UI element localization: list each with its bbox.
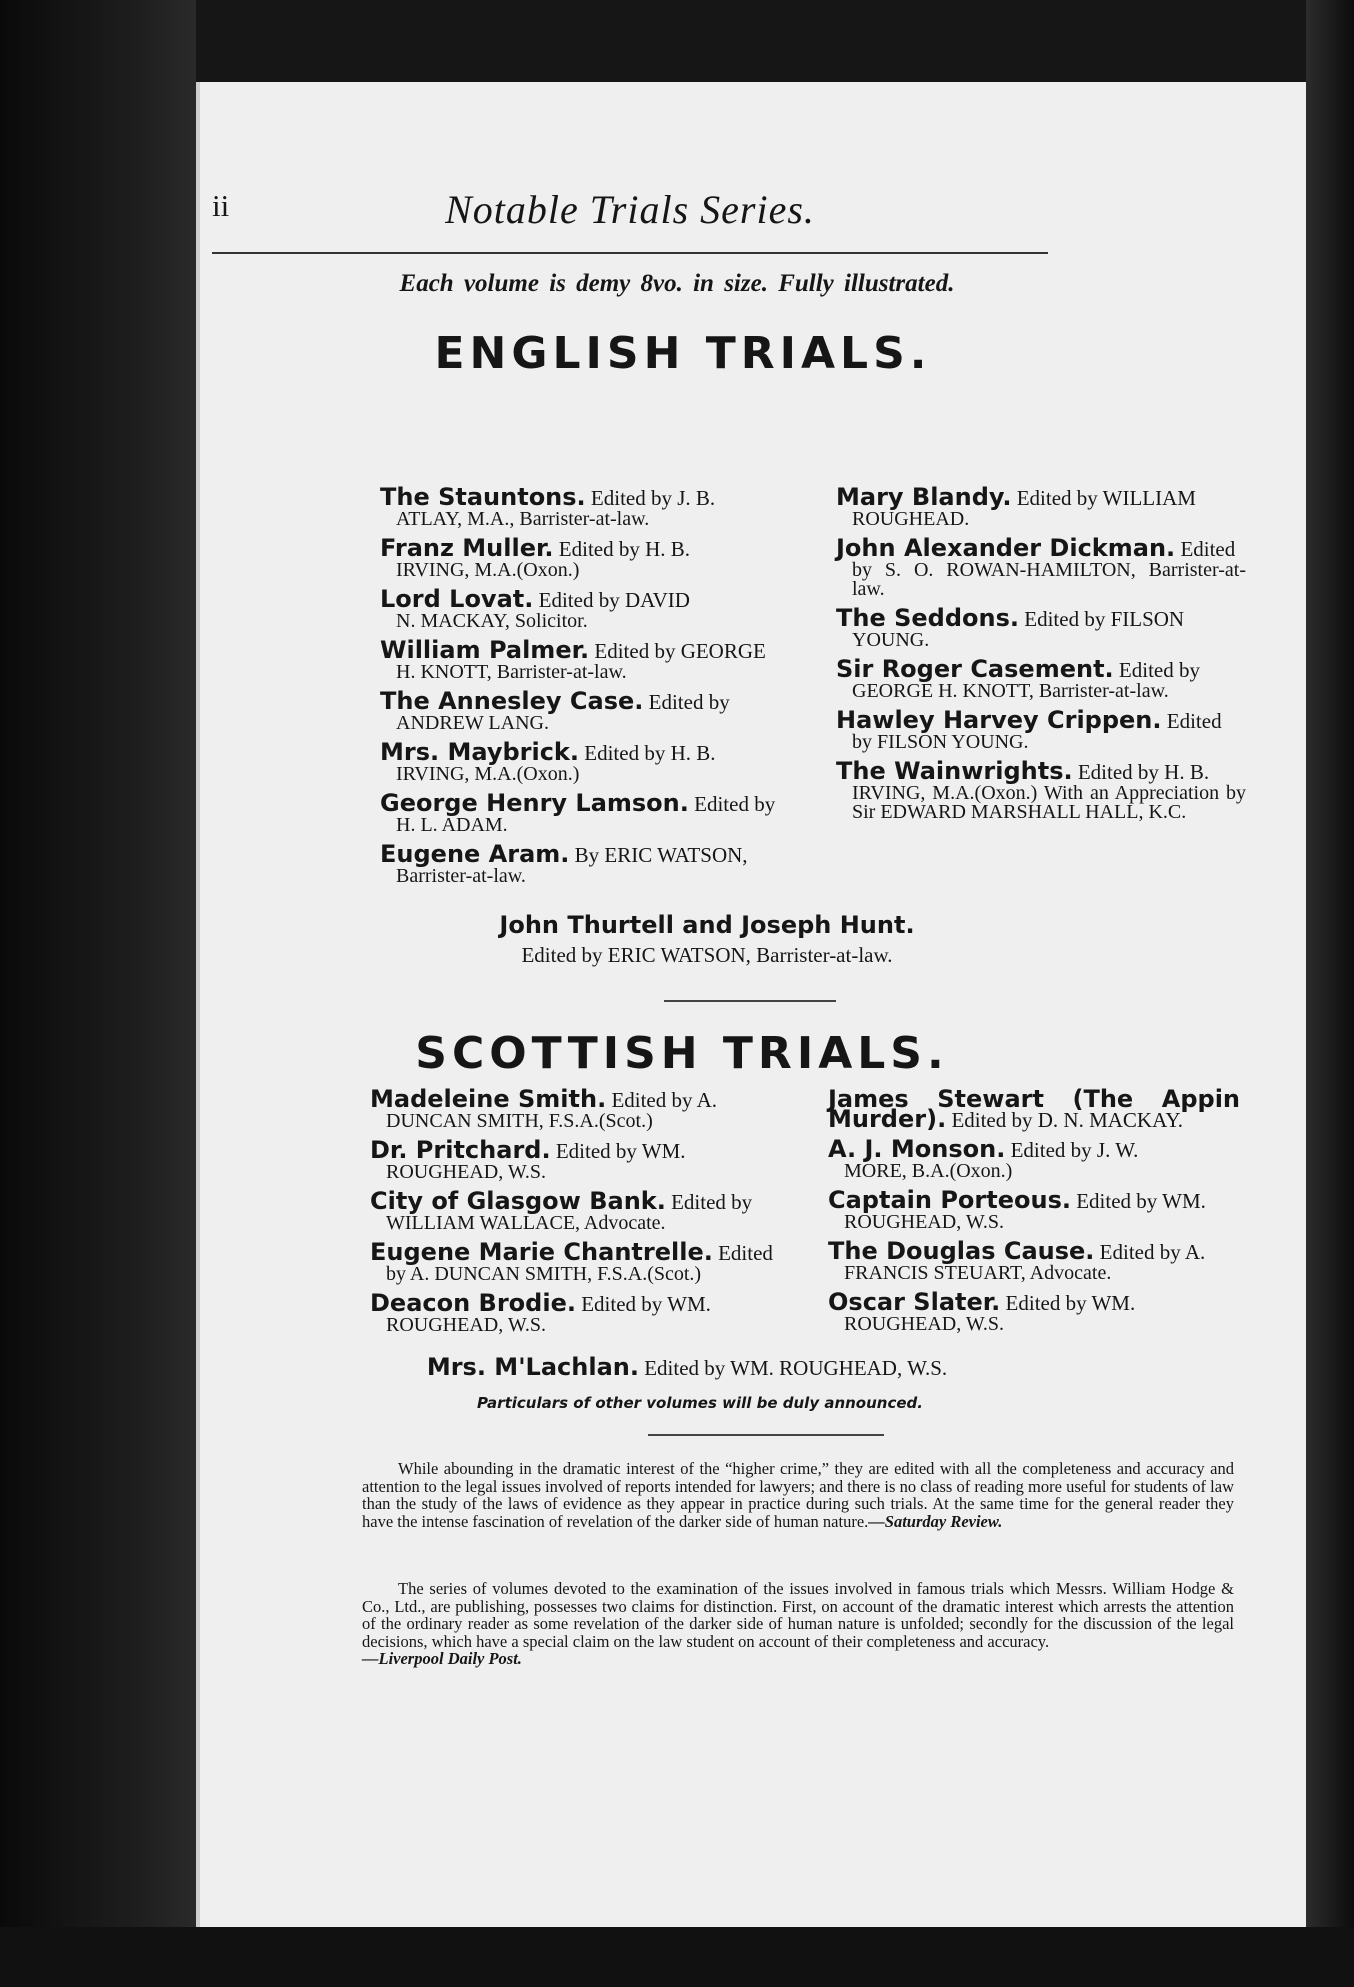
list-item (370, 1238, 782, 1285)
list-item (370, 1187, 782, 1234)
list-item (370, 1289, 782, 1336)
trial-title: John Thurtell and Joseph Hunt. (499, 911, 915, 939)
list-item (380, 585, 800, 632)
trial-editor: Edited by (671, 1190, 753, 1214)
section-divider (648, 1434, 884, 1436)
trial-editor: By ERIC WATSON, (574, 843, 748, 867)
header-rule (212, 252, 1048, 254)
trial-editor: Edited by J. B. (590, 486, 716, 510)
trial-editor-detail: IRVING, M.A.(Oxon.) With an Appreciation by Sir EDWARD MARSHALL HALL, K.C. (852, 782, 1246, 823)
list-item (836, 655, 1246, 702)
trial-title: Eugene Aram. (380, 840, 570, 868)
trial-title: Eugene Marie Chantrelle. (370, 1238, 713, 1266)
trial-editor: Edited by ERIC WATSON, Barrister-at-law. (521, 943, 893, 967)
review-source: —Liverpool Daily Post. (362, 1649, 522, 1668)
trial-title: Sir Roger Casement. (836, 655, 1114, 683)
trial-editor-detail: YOUNG. (852, 629, 930, 651)
running-title: Notable Trials Series. (445, 187, 815, 232)
trial-editor-detail: GEORGE H. KNOTT, Barrister-at-law. (852, 680, 1169, 702)
trial-editor: Edited by FILSON (1024, 607, 1185, 631)
trial-title: Mrs. Maybrick. (380, 738, 580, 766)
trial-editor: Edited by H. B. (584, 741, 716, 765)
list-item (0, 912, 1354, 968)
book-fore-edge (1306, 0, 1354, 1987)
trial-editor-detail: FRANCIS STEUART, Advocate. (844, 1262, 1112, 1284)
list-item (828, 1135, 1240, 1182)
trial-title: A. J. Monson. (828, 1135, 1006, 1163)
trial-editor: Edited by (1118, 658, 1200, 682)
trial-editor: Edited by D. N. MACKAY. (951, 1108, 1184, 1132)
review-quote (362, 1460, 1234, 1530)
trial-editor: Edited (1180, 537, 1236, 561)
list-item (828, 1288, 1240, 1335)
trial-editor-detail: WILLIAM WALLACE, Advocate. (386, 1212, 666, 1234)
trial-editor-detail: IRVING, M.A.(Oxon.) (396, 559, 580, 581)
list-item (828, 1085, 1240, 1133)
trial-editor-detail: ATLAY, M.A., Barrister-at-law. (396, 508, 650, 530)
scottish-right-column (828, 1085, 1240, 1344)
trial-editor-detail: MORE, B.A.(Oxon.) (844, 1160, 1013, 1182)
list-item (380, 738, 800, 785)
list-item (836, 757, 1246, 823)
trial-editor: Edited by WILLIAM (1016, 486, 1196, 510)
particulars-note: Particulars of other volumes will be duly announced. (477, 1394, 923, 1412)
list-item (380, 687, 800, 734)
scan-top-margin (0, 0, 1354, 82)
scottish-trials-heading: SCOTTISH TRIALS. (415, 1028, 949, 1079)
volume-subtitle: Each volume is demy 8vo. in size. Fully illustrated. (399, 270, 955, 297)
trial-editor-detail: by FILSON YOUNG. (852, 731, 1029, 753)
review-text: The series of volumes devoted to the examination of the issues involved in famous trials which Messrs. William Hodge & Co., Ltd., are publishing, possesses two claims for distinction. First, on account of the dramatic interest which arrests the attention of the ordinary reader as some revelation of the darker side of human nature is unfolded; secondly for the discussion of the legal decisions, which have a special claim on the law student on account of their completeness and accuracy. (362, 1579, 1234, 1651)
list-item (0, 1354, 1354, 1381)
trial-editor-detail: ANDREW LANG. (396, 712, 549, 734)
scan-bottom-margin (0, 1927, 1354, 1987)
trial-editor: Edited by (648, 690, 730, 714)
trial-editor: Edited by WM. ROUGHEAD, W.S. (644, 1356, 948, 1380)
trial-editor-detail: DUNCAN SMITH, F.S.A.(Scot.) (386, 1110, 653, 1132)
list-item (828, 1186, 1240, 1233)
trial-editor-detail: by A. DUNCAN SMITH, F.S.A.(Scot.) (386, 1263, 702, 1285)
english-trials-heading: ENGLISH TRIALS. (434, 328, 932, 379)
trial-title: Madeleine Smith. (370, 1085, 607, 1113)
trial-editor: Edited by J. W. (1010, 1138, 1139, 1162)
trial-editor: Edited by WM. (581, 1292, 711, 1316)
list-item (380, 840, 800, 887)
list-item (836, 604, 1246, 651)
trial-editor: Edited by A. (1099, 1240, 1206, 1264)
trial-title: Hawley Harvey Crippen. (836, 706, 1162, 734)
running-head (212, 186, 1048, 246)
trial-editor-detail: ROUGHEAD. (852, 508, 970, 530)
trial-editor: Edited by WM. (1005, 1291, 1136, 1315)
trial-title: Mrs. M'Lachlan. (426, 1353, 639, 1381)
trial-editor-detail: ROUGHEAD, W.S. (844, 1211, 1005, 1233)
trial-title: City of Glasgow Bank. (370, 1187, 666, 1215)
scottish-left-column (370, 1085, 782, 1345)
trial-editor-detail: by S. O. ROWAN-HAMILTON, Barrister-at-law. (852, 559, 1246, 600)
list-item (380, 636, 800, 683)
trial-editor-detail: ROUGHEAD, W.S. (386, 1314, 547, 1336)
list-item (836, 706, 1246, 753)
trial-title: James Stewart (The Appin Murder). (828, 1085, 1240, 1133)
trial-editor: Edited by GEORGE (594, 639, 766, 663)
trial-editor: Edited (1166, 709, 1222, 733)
list-item (370, 1085, 782, 1132)
trial-title: Franz Muller. (380, 534, 554, 562)
trial-editor-detail: H. KNOTT, Barrister-at-law. (396, 661, 627, 683)
trial-editor: Edited by A. (611, 1088, 718, 1112)
trial-title: Lord Lovat. (380, 585, 534, 613)
trial-title: The Annesley Case. (380, 687, 644, 715)
list-item (380, 534, 800, 581)
trial-title: The Seddons. (836, 604, 1019, 632)
trial-editor-detail: Barrister-at-law. (396, 865, 526, 887)
trial-editor-detail: ROUGHEAD, W.S. (844, 1313, 1005, 1335)
page-number: ii (212, 188, 230, 223)
trial-title: John Alexander Dickman. (836, 534, 1176, 562)
list-item (828, 1237, 1240, 1284)
book-binding-edge (0, 0, 196, 1987)
review-text: While abounding in the dramatic interest of the “higher crime,” they are edited with all the completeness and accuracy and attention to the legal issues involved of reports intended for lawyers; and there is no class of reading more useful for students of law than the study of the laws of evidence as they appear in practice during such trials. At the same time for the general reader they have the intense fascination of revelation of the darker side of human nature. (362, 1459, 1234, 1531)
trial-editor-detail: H. L. ADAM. (396, 814, 508, 836)
trial-editor: Edited (718, 1241, 773, 1265)
trial-editor-detail: N. MACKAY, Solicitor. (396, 610, 588, 632)
trial-editor: Edited by H. B. (1077, 760, 1210, 784)
review-source: —Saturday Review. (868, 1511, 1003, 1531)
english-right-column (836, 483, 1246, 832)
trial-editor: Edited by H. B. (558, 537, 691, 561)
trial-title: Oscar Slater. (828, 1288, 1001, 1316)
list-item (370, 1136, 782, 1183)
trial-editor-detail: ROUGHEAD, W.S. (386, 1161, 547, 1183)
trial-title: The Douglas Cause. (828, 1237, 1095, 1265)
trial-title: Dr. Pritchard. (370, 1136, 551, 1164)
trial-editor: Edited by WM. (1076, 1189, 1206, 1213)
list-item (836, 483, 1246, 530)
trial-title: Mary Blandy. (836, 483, 1012, 511)
english-left-column (380, 483, 800, 896)
trial-title: George Henry Lamson. (380, 789, 689, 817)
trial-title: Captain Porteous. (828, 1186, 1071, 1214)
trial-editor: Edited by DAVID (538, 588, 690, 612)
trial-title: The Wainwrights. (836, 757, 1073, 785)
section-divider (664, 1000, 836, 1002)
list-item (836, 534, 1246, 600)
trial-editor: Edited by (694, 792, 776, 816)
list-item (380, 483, 800, 530)
trial-editor-detail: IRVING, M.A.(Oxon.) (396, 763, 580, 785)
trial-editor: Edited by WM. (555, 1139, 686, 1163)
list-item (380, 789, 800, 836)
trial-title: The Stauntons. (380, 483, 586, 511)
trial-title: William Palmer. (380, 636, 590, 664)
review-quote (362, 1580, 1234, 1668)
trial-title: Deacon Brodie. (370, 1289, 576, 1317)
